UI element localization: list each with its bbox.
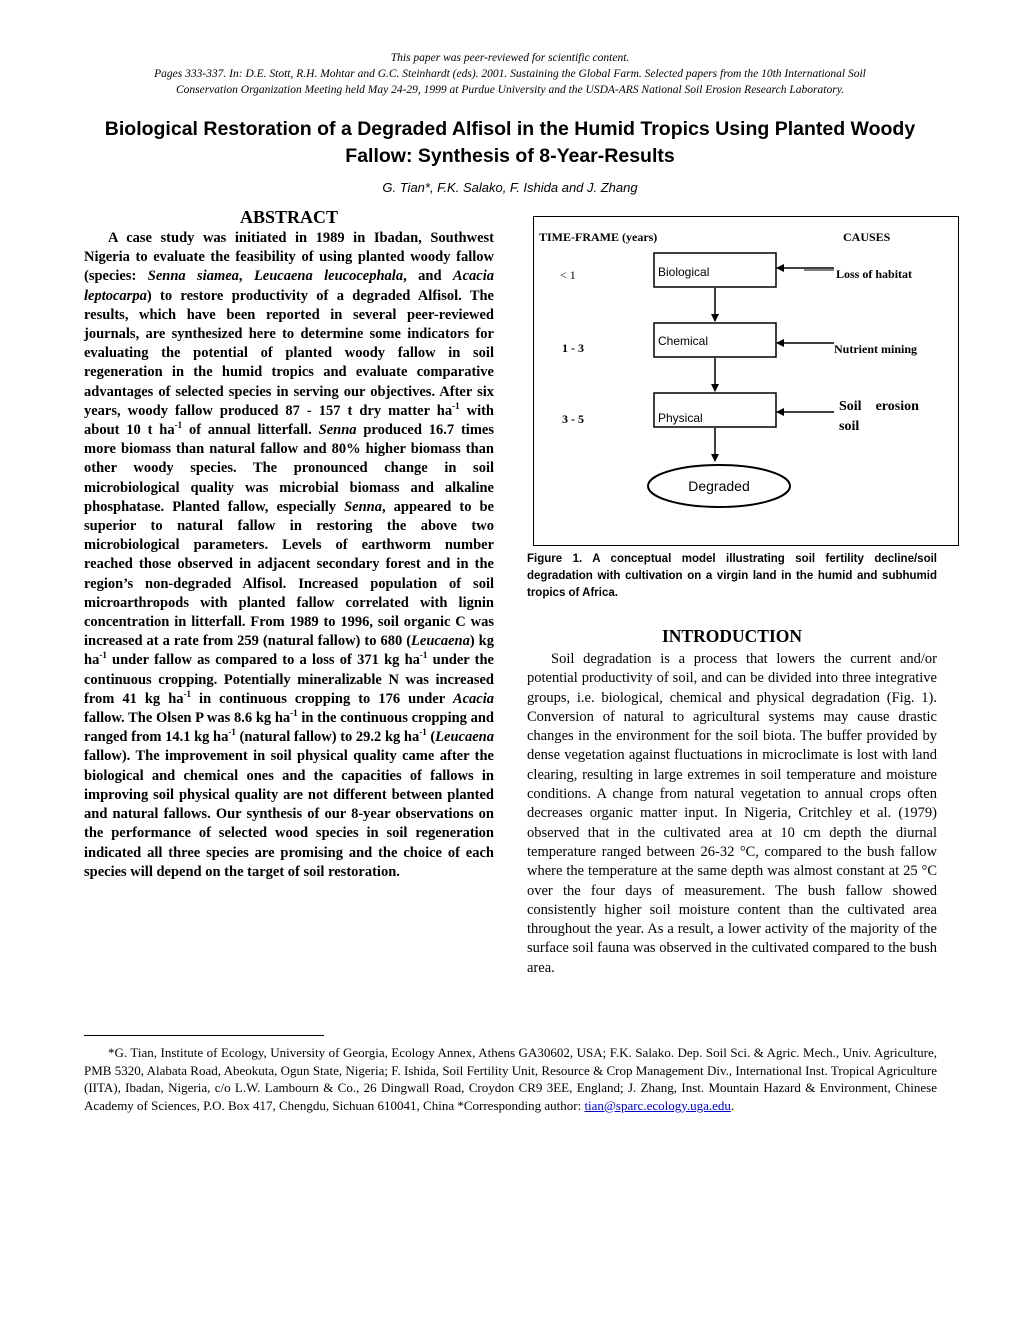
cause-label: Nutrient mining [834,342,918,356]
abstract-text: ) to restore productivity of a degraded Alfisol. The results, which have been reported in several peer-reviewed journals, are synthesized here to determine some indicators for evaluating the potential of planted woody fallow in soil regeneration in the humid tropics and evaluate comparative advantages of selected species in serving our objectives. After six years, woody fallow produced 87 - 157 t dry matter ha [84,287,494,419]
timeframe-label: < 1 [560,268,576,282]
superscript: -1 [228,727,236,738]
abstract-text: ( [426,729,436,746]
abstract-text: in the continuous cropping and ranged from 14.1 kg ha [84,710,495,746]
abstract-text: in continuous cropping to 176 under [191,690,453,707]
author-footnote [84,1044,937,1114]
stage-label: Physical [658,411,703,425]
paper-title: Biological Restoration of a Degraded Alfisol in the Humid Tropics Using Planted Woody Fallow: Synthesis of 8-Year-Results [104,118,916,167]
timeframe-label: 1 - 3 [562,341,584,355]
abstract-text: , [238,268,254,285]
species-name: Senna [344,498,382,515]
species-name: Acacia [452,690,494,707]
abstract-text: , and [403,268,453,285]
flow-diagram [534,217,960,547]
species-name: Leucaena leucocephala [253,268,404,285]
superscript: -1 [419,650,428,661]
abstract-text: fallow. The Olsen P was 8.6 kg ha [84,710,291,727]
abstract-text: produced 16.7 times more biomass than natural fallow and 80% higher biomass than other woody species. The pronounced change in soil microbiological quality was microbial biomass and alkaline phosphatase. Planted fallow, especially [84,422,494,515]
header-line-1: This paper was peer-reviewed for scientific content. [390,52,630,64]
abstract-text: of annual litterfall. [182,422,319,439]
corresponding-email-link[interactable]: tian@sparc.ecology.uga.edu [584,1097,731,1113]
figure-1-diagram [533,216,959,546]
timeframe-label: 3 - 5 [562,412,584,426]
cause-label: Loss of habitat [836,267,913,281]
abstract-text: A case study was initiated in 1989 in Ibadan, Southwest Nigeria to evaluate the feasibility of using planted woody fallow (species: [84,230,494,285]
figure-caption: Figure 1. A conceptual model illustrating soil fertility decline/soil degradation with cultivation on a virgin land in the humid and subhumid tropics of Africa. [527,553,937,599]
abstract-text: with about 10 t ha [84,402,494,439]
abstract-text: (natural fallow) to 29.2 kg ha [235,729,420,746]
header-line-2: Pages 333-337. In: D.E. Stott, R.H. Mohtar and G.C. Steinhardt (eds). 2001. Sustaining the Global Farm. Selected papers from the 10th International Soil [154,68,866,80]
superscript: -1 [419,727,427,738]
species-name: Leucaena [435,729,494,746]
cause-label: soil [839,419,860,434]
superscript: -1 [183,689,192,700]
abstract-heading: ABSTRACT [239,207,339,227]
species-name: Senna siamea [147,268,239,285]
superscript: -1 [290,708,298,719]
stage-label: Chemical [658,334,709,348]
footnote-end: . [730,1097,735,1113]
abstract-body [84,229,494,882]
superscript: -1 [99,650,107,661]
species-name: Senna [318,422,357,439]
abstract-text: fallow). The improvement in soil physical quality came after the biological and chemical ones and the capacities of fallows in improving soil physical quality are not different between planted and natural fallows. Our synthesis of our 8-year observations on the performance of selected wood species in soil regeneration indicated all three species are promising and the choice of each species will depend on the target of soil restoration. [84,748,494,880]
end-state-label: Degraded [688,478,750,494]
abstract-text: ) kg ha [84,633,494,669]
species-name: Leucaena [411,633,470,650]
abstract-text: under fallow as compared to a loss of 371 kg ha [106,652,420,669]
timeframe-header: TIME-FRAME (years) [539,230,658,244]
stage-label: Biological [658,265,710,279]
footnote-divider [84,1035,324,1036]
introduction-heading: INTRODUCTION [661,626,803,646]
author-list: G. Tian*, F.K. Salako, F. Ishida and J. Zhang [382,180,638,195]
footnote-text: *G. Tian, Institute of Ecology, University of Georgia, Ecology Annex, Athens GA30602, USA; F.K. Salako. Dep. Soil Sci. & Agric. Mech., Univ. Agriculture, PMB 5320, Alabata Road, Abeokuta, Ogun State, Nigeria; F. Ishida, Soil Fertility Unit, Resource & Crop Management Div., International Inst. Tropical Agriculture (IITA), Ibadan, Nigeria, c/o L.W. Lambourn & Co., 26 Dingwall Road, Croydon CR9 3EE, England; J. Zhang, Inst. Mountain Hazard & Environment, Chinese Academy of Sciences, P.O. Box 417, Chengdu, Sichuan 610041, China *Corresponding author: [84,1045,937,1113]
header-line-3: Conservation Organization Meeting held May 24-29, 1999 at Purdue University and the USDA-ARS National Soil Erosion Research Laboratory. [175,84,845,96]
superscript: -1 [452,401,460,411]
abstract-text: under the continuous cropping. Potentially mineralizable N was increased from 41 kg ha [84,652,494,707]
introduction-body: Soil degradation is a process that lowers the current and/or potential productivity of soil, and can be divided into three integrative groups, i.e. biological, chemical and physical degradation (Fig. 1). Conversion of natural to agricultural systems may cause drastic changes in the environment for the soil biota. The buffer provided by dense vegetation against fluctuations in microclimate is lost with land clearing, resulting in large extremes in soil temperature and moisture conditions. A change from natural vegetation to annual crops often decreases organic matter input. In Nigeria, Critchley et al. (1979) observed that in the cultivated area at 10 cm depth the diurnal temperature ranged between 26-32 °C, compared to the bush fallow where the temperature at the same depth was almost constant at 25 °C over the four days of measurement. The bush fallow showed consistently higher soil moisture content than the cultivated area throughout the year. As a result, a lower activity of the majority of the surface soil fauna was observed in the cultivated compared to the bush area. [527,651,937,976]
superscript: -1 [174,420,183,431]
publication-header [60,50,960,98]
species-name: Acacia leptocarpa [84,268,494,304]
abstract-text: , appeared to be superior to natural fallow in restoring the above two microbiological parameters. Levels of earthworm number reached those observed in adjacent secondary forest and in the region’s non-degraded Alfisol. Increased population of soil microarthropods with planted fallow correlated with lignin concentration in litterfall. From 1989 to 1996, soil organic C was increased at a rate from 259 (natural fallow) to 680 ( [84,498,494,650]
cause-label: Soil erosion [839,399,919,414]
causes-header: CAUSES [843,230,891,244]
